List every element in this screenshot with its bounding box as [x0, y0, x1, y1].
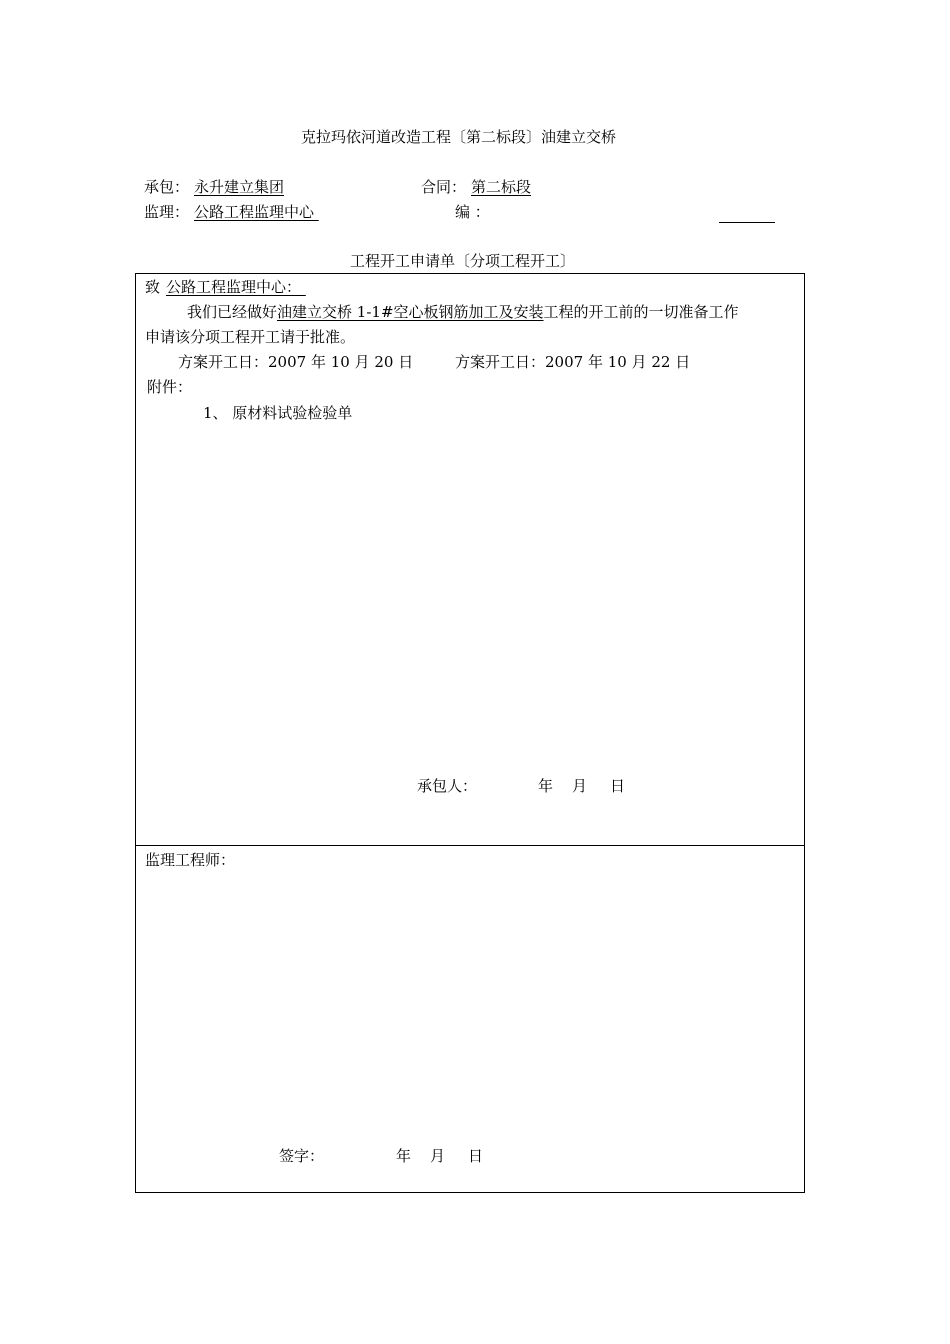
number-label: 编 ：: [455, 203, 490, 221]
sign-date-day: 日: [468, 1147, 484, 1165]
form-title: 工程开工申请单〔分项工程开工〕: [350, 252, 576, 270]
contractor-label: 承包：: [144, 178, 190, 196]
supervision-section: [135, 845, 805, 1193]
to-recipient: 公路工程监理中心：: [166, 278, 306, 296]
application-body-line2: 申请该分项工程开工请于批准。: [145, 328, 356, 346]
planned-start-date-2: 方案开工日：2007 年 10 月 22 日: [455, 353, 691, 371]
to-label: 致: [145, 278, 161, 296]
body-tail: 工程的开工前的一切准备工作: [543, 303, 739, 321]
date-year: 年: [538, 777, 554, 795]
attachment-item: 1、 原材料试验检验单: [203, 404, 353, 422]
sign-label: 签字：: [279, 1147, 325, 1165]
supervisor-value: 公路工程监理中心: [194, 203, 319, 221]
body-project: 油建立交桥 1-1#空心板钢筋加工及安装: [277, 303, 544, 321]
date-month: 月: [572, 777, 588, 795]
engineer-label: 监理工程师：: [145, 851, 236, 869]
supervisor-label: 监理：: [144, 203, 190, 221]
attachments-label: 附件：: [147, 378, 193, 396]
contract-label: 合同：: [421, 178, 467, 196]
number-blank-line: [719, 222, 775, 223]
application-section: [135, 273, 805, 846]
applicant-label: 承包人：: [417, 777, 478, 795]
application-body-line1: [187, 302, 739, 322]
contractor-value: 永升建立集团: [194, 178, 285, 196]
body-lead: 我们已经做好: [187, 303, 278, 321]
contract-value: 第二标段: [471, 178, 532, 196]
sign-date-month: 月: [430, 1147, 446, 1165]
date-day: 日: [610, 777, 626, 795]
document-title: 克拉玛依河道改造工程〔第二标段〕油建立交桥: [301, 128, 617, 146]
planned-start-date: 方案开工日：2007 年 10 月 20 日: [178, 353, 414, 371]
sign-date-year: 年: [396, 1147, 412, 1165]
